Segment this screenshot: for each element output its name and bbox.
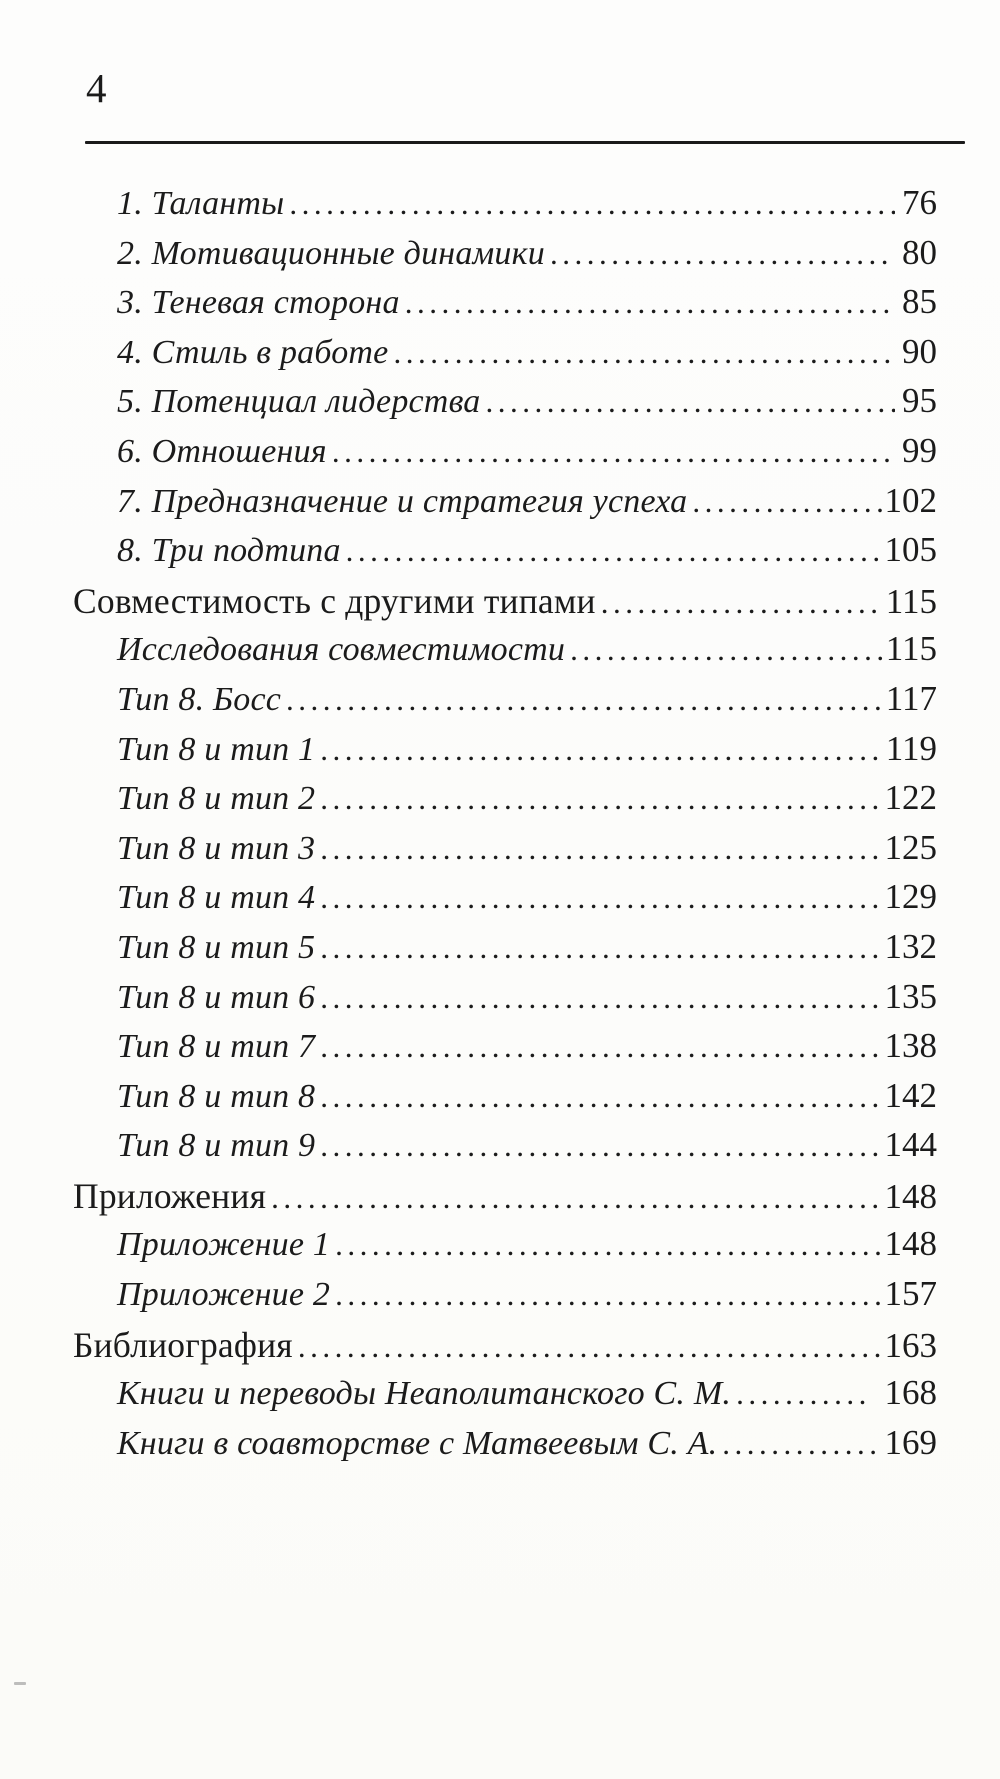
toc-entry (73, 1324, 937, 1374)
toc-entry-page-number: 135 (884, 976, 937, 1016)
toc-entry-label: Совместимость с другими типами (73, 580, 596, 621)
dot-leader (320, 732, 884, 768)
dot-leader (320, 781, 882, 817)
toc-entry-label: Тип 8 и тип 3 (117, 829, 316, 867)
toc-entry (73, 1076, 937, 1126)
toc-entry (73, 1373, 937, 1423)
toc-entry (73, 282, 937, 332)
toc-entry-label: Тип 8 и тип 7 (117, 1028, 316, 1066)
toc-entry-label: Тип 8 и тип 9 (117, 1127, 316, 1165)
toc-entry-page-number: 144 (884, 1125, 937, 1165)
dot-leader (320, 1029, 882, 1065)
toc-entry-page-number: 169 (884, 1422, 937, 1462)
dot-leader (393, 335, 895, 371)
toc-entry-page-number: 138 (884, 1026, 937, 1066)
dot-leader (289, 186, 895, 222)
toc-entry-label: Книги и переводы Неаполитанского С. М. (117, 1375, 732, 1413)
dot-leader (320, 980, 882, 1016)
dot-leader (320, 831, 882, 867)
toc-entry-label: Приложение 2 (117, 1276, 331, 1314)
scan-artifact-mark (14, 1682, 26, 1685)
toc-entry-page-number: 122 (884, 778, 937, 818)
toc-entry-page-number: 168 (884, 1373, 937, 1413)
toc-entry (73, 183, 937, 233)
dot-leader (570, 632, 884, 668)
toc-entry-label: Книги в соавторстве с Матвеевым С. А. (117, 1424, 718, 1462)
toc-entry-page-number: 119 (885, 728, 937, 768)
toc-entry-label: Библиография (73, 1324, 293, 1365)
toc-entry-label: Тип 8. Босс (117, 680, 282, 718)
toc-entry (73, 828, 937, 878)
toc-entry-label: Приложения (73, 1175, 267, 1216)
toc-entry-label: 3. Теневая сторона (117, 284, 400, 322)
dot-leader (298, 1329, 883, 1365)
toc-entry-page-number: 148 (884, 1224, 937, 1264)
dot-leader (286, 682, 884, 718)
dot-leader (271, 1180, 882, 1216)
toc-entry (73, 729, 937, 779)
toc-entry-page-number: 99 (902, 430, 937, 470)
toc-entry-label: 2. Мотивационные динамики (117, 234, 545, 272)
toc-entry (73, 481, 937, 531)
toc-entry-page-number: 90 (902, 331, 937, 371)
dot-leader (486, 384, 896, 420)
toc-entry (73, 927, 937, 977)
toc-entry-page-number: 102 (884, 480, 937, 520)
toc-entry-page-number: 80 (902, 232, 937, 272)
toc-entry-page-number: 117 (885, 678, 937, 718)
dot-leader (320, 930, 882, 966)
toc-entry-label: 8. Три подтипа (117, 532, 341, 570)
dot-leader (405, 285, 895, 321)
toc-entry (73, 1224, 937, 1274)
dot-leader (335, 1277, 882, 1313)
toc-entry (73, 629, 937, 679)
toc-entry-label: Тип 8 и тип 5 (117, 928, 316, 966)
toc-entry (73, 233, 937, 283)
dot-leader (346, 533, 883, 569)
toc-entry-page-number: 125 (884, 827, 937, 867)
toc-entry (73, 530, 937, 580)
toc-entry (73, 332, 937, 382)
page-number-folio: 4 (86, 65, 107, 111)
toc-entry (73, 679, 937, 729)
toc-entry-page-number: 157 (884, 1274, 937, 1314)
toc-entry-label: 1. Таланты (117, 185, 285, 222)
toc-entry-label: Тип 8 и тип 2 (117, 780, 316, 818)
toc-entry-label: 4. Стиль в работе (117, 333, 389, 371)
toc-entry-label: 6. Отношения (117, 432, 327, 470)
dot-leader (601, 585, 884, 621)
toc-entry (73, 580, 937, 630)
toc-entry-label: Тип 8 и тип 6 (117, 978, 316, 1016)
toc-entry (73, 1125, 937, 1175)
toc-entry (73, 1423, 937, 1473)
toc-entry-label: 5. Потенциал лидерства (117, 383, 481, 421)
toc-entry-page-number: 95 (902, 381, 937, 421)
toc-entry (73, 381, 937, 431)
toc-entry-page-number: 85 (902, 282, 937, 322)
dot-leader (722, 1426, 882, 1462)
table-of-contents (73, 183, 937, 1472)
toc-entry-label: Тип 8 и тип 8 (117, 1077, 316, 1115)
dot-leader (550, 236, 895, 272)
toc-entry (73, 1175, 937, 1225)
toc-entry-page-number: 76 (902, 183, 937, 222)
toc-entry (73, 1274, 937, 1324)
dot-leader (332, 434, 895, 470)
toc-entry-page-number: 148 (884, 1176, 937, 1216)
dot-leader (692, 484, 882, 520)
toc-entry-label: Исследования совместимости (117, 631, 566, 669)
toc-entry-page-number: 163 (884, 1325, 937, 1365)
dot-leader (736, 1376, 868, 1412)
toc-entry-label: Тип 8 и тип 1 (117, 730, 316, 768)
toc-entry-page-number: 129 (884, 877, 937, 917)
toc-entry (73, 977, 937, 1027)
toc-entry-label: 7. Предназначение и стратегия успеха (117, 482, 688, 520)
toc-entry-page-number: 132 (884, 926, 937, 966)
toc-entry-page-number: 115 (885, 581, 937, 621)
dot-leader (320, 1128, 882, 1164)
dot-leader (335, 1227, 882, 1263)
toc-entry-label: Тип 8 и тип 4 (117, 879, 316, 917)
dot-leader (320, 1079, 882, 1115)
toc-entry-label: Приложение 1 (117, 1226, 331, 1264)
toc-entry (73, 431, 937, 481)
toc-entry-page-number: 142 (884, 1075, 937, 1115)
toc-entry-page-number: 105 (884, 530, 937, 570)
header-rule (85, 141, 965, 144)
toc-entry (73, 877, 937, 927)
toc-entry (73, 1026, 937, 1076)
toc-entry (73, 778, 937, 828)
toc-entry-page-number: 115 (885, 629, 937, 669)
dot-leader (320, 880, 882, 916)
